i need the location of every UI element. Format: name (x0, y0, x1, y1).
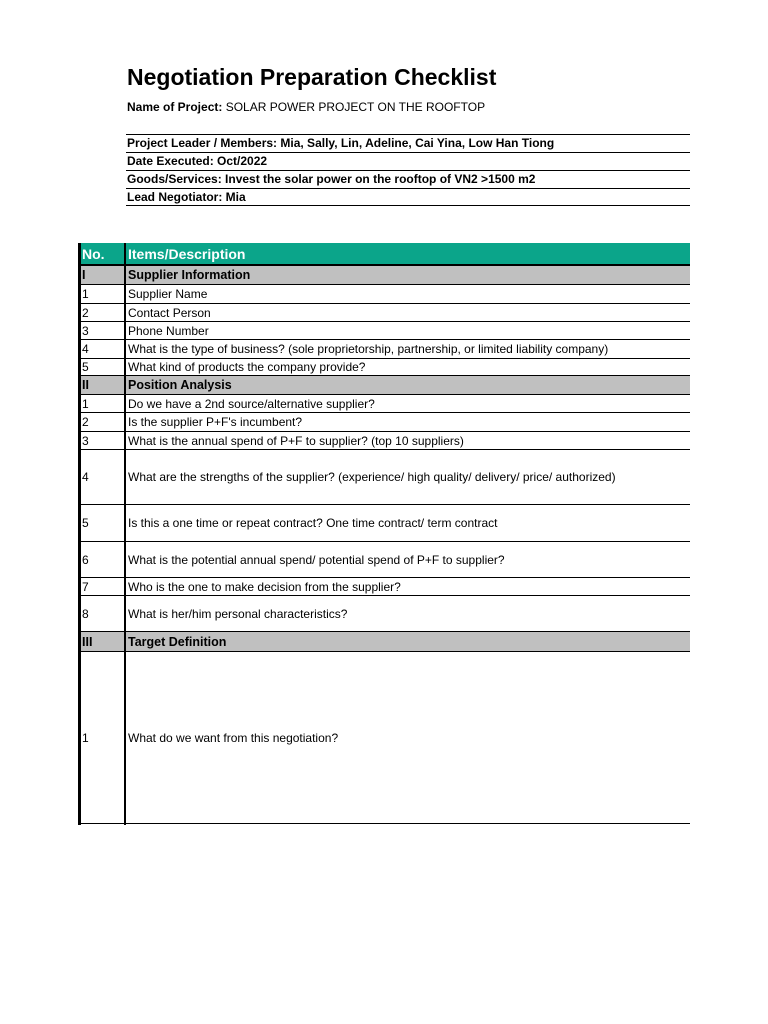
item-no: 3 (82, 323, 89, 338)
section-title: Position Analysis (128, 378, 232, 392)
table-column-divider (124, 243, 126, 825)
page-title: Negotiation Preparation Checklist (127, 64, 497, 90)
item-no: 2 (82, 415, 89, 429)
section-no: II (82, 378, 89, 392)
table-row (78, 450, 690, 505)
item-text: Contact Person (128, 305, 211, 320)
project-name-value: SOLAR POWER PROJECT ON THE ROOFTOP (225, 100, 486, 114)
table-row (78, 413, 690, 432)
item-no: 4 (82, 470, 89, 484)
item-text: What kind of products the company provide? (128, 360, 366, 374)
table-row (78, 322, 690, 340)
item-no: 8 (82, 606, 89, 621)
item-text: Do we have a 2nd source/alternative supplier? (128, 396, 375, 411)
section-no: I (82, 268, 86, 282)
item-text: What are the strengths of the supplier? (experience/ high quality/ delivery/ price/ authorized) (128, 470, 616, 484)
item-text: Who is the one to make decision from the supplier? (128, 579, 401, 594)
item-no: 1 (82, 730, 89, 745)
item-no: 7 (82, 579, 89, 594)
item-text: What is the potential annual spend/ potential spend of P+F to supplier? (128, 552, 505, 567)
table-left-border (78, 243, 81, 825)
table-row (78, 359, 690, 376)
item-text: What do we want from this negotiation? (128, 730, 339, 745)
item-no: 1 (82, 396, 89, 411)
table-row (78, 505, 690, 542)
table-row (78, 432, 690, 450)
item-text: Is this a one time or repeat contract? One time contract/ term contract (128, 516, 498, 530)
section-row (78, 632, 690, 652)
item-text: What is her/him personal characteristics? (128, 606, 348, 621)
table-row (78, 542, 690, 578)
item-no: 4 (82, 342, 89, 356)
goods-services-row: Goods/Services: Invest the solar power on the rooftop of VN2 >1500 m2 (126, 170, 690, 188)
project-meta (126, 134, 690, 206)
date-executed-row: Date Executed: Oct/2022 (126, 152, 690, 170)
table-row (78, 285, 690, 304)
section-title: Target Definition (128, 634, 227, 649)
table-row (78, 578, 690, 596)
table-row (78, 596, 690, 632)
item-no: 6 (82, 552, 89, 567)
section-no: III (82, 634, 93, 649)
header-description: Items/Description (128, 245, 246, 262)
item-text: Supplier Name (128, 287, 208, 301)
item-no: 1 (82, 287, 89, 301)
table-header-row (78, 243, 690, 266)
item-text: What is the type of business? (sole proprietorship, partnership, or limited liability company) (128, 342, 609, 356)
checklist-table (78, 243, 690, 825)
table-row (78, 340, 690, 359)
item-no: 2 (82, 305, 89, 320)
project-leader-row: Project Leader / Members: Mia, Sally, Lin, Adeline, Cai Yina, Low Han Tiong (126, 134, 690, 152)
project-name-label: Name of Project: (127, 100, 223, 114)
item-no: 5 (82, 360, 89, 374)
item-text: Is the supplier P+F's incumbent? (128, 415, 303, 429)
header-no: No. (82, 245, 105, 262)
table-row (78, 304, 690, 322)
item-text: What is the annual spend of P+F to supplier? (top 10 suppliers) (128, 433, 464, 448)
table-row (78, 395, 690, 413)
lead-negotiator-row: Lead Negotiator: Mia (126, 188, 690, 206)
project-name-line (127, 100, 485, 114)
item-no: 5 (82, 516, 89, 530)
section-row (78, 376, 690, 395)
section-title: Supplier Information (128, 268, 251, 282)
section-row (78, 266, 690, 285)
checklist-rows (78, 243, 690, 824)
item-no: 3 (82, 433, 89, 448)
item-text: Phone Number (128, 323, 209, 338)
table-row (78, 652, 690, 824)
